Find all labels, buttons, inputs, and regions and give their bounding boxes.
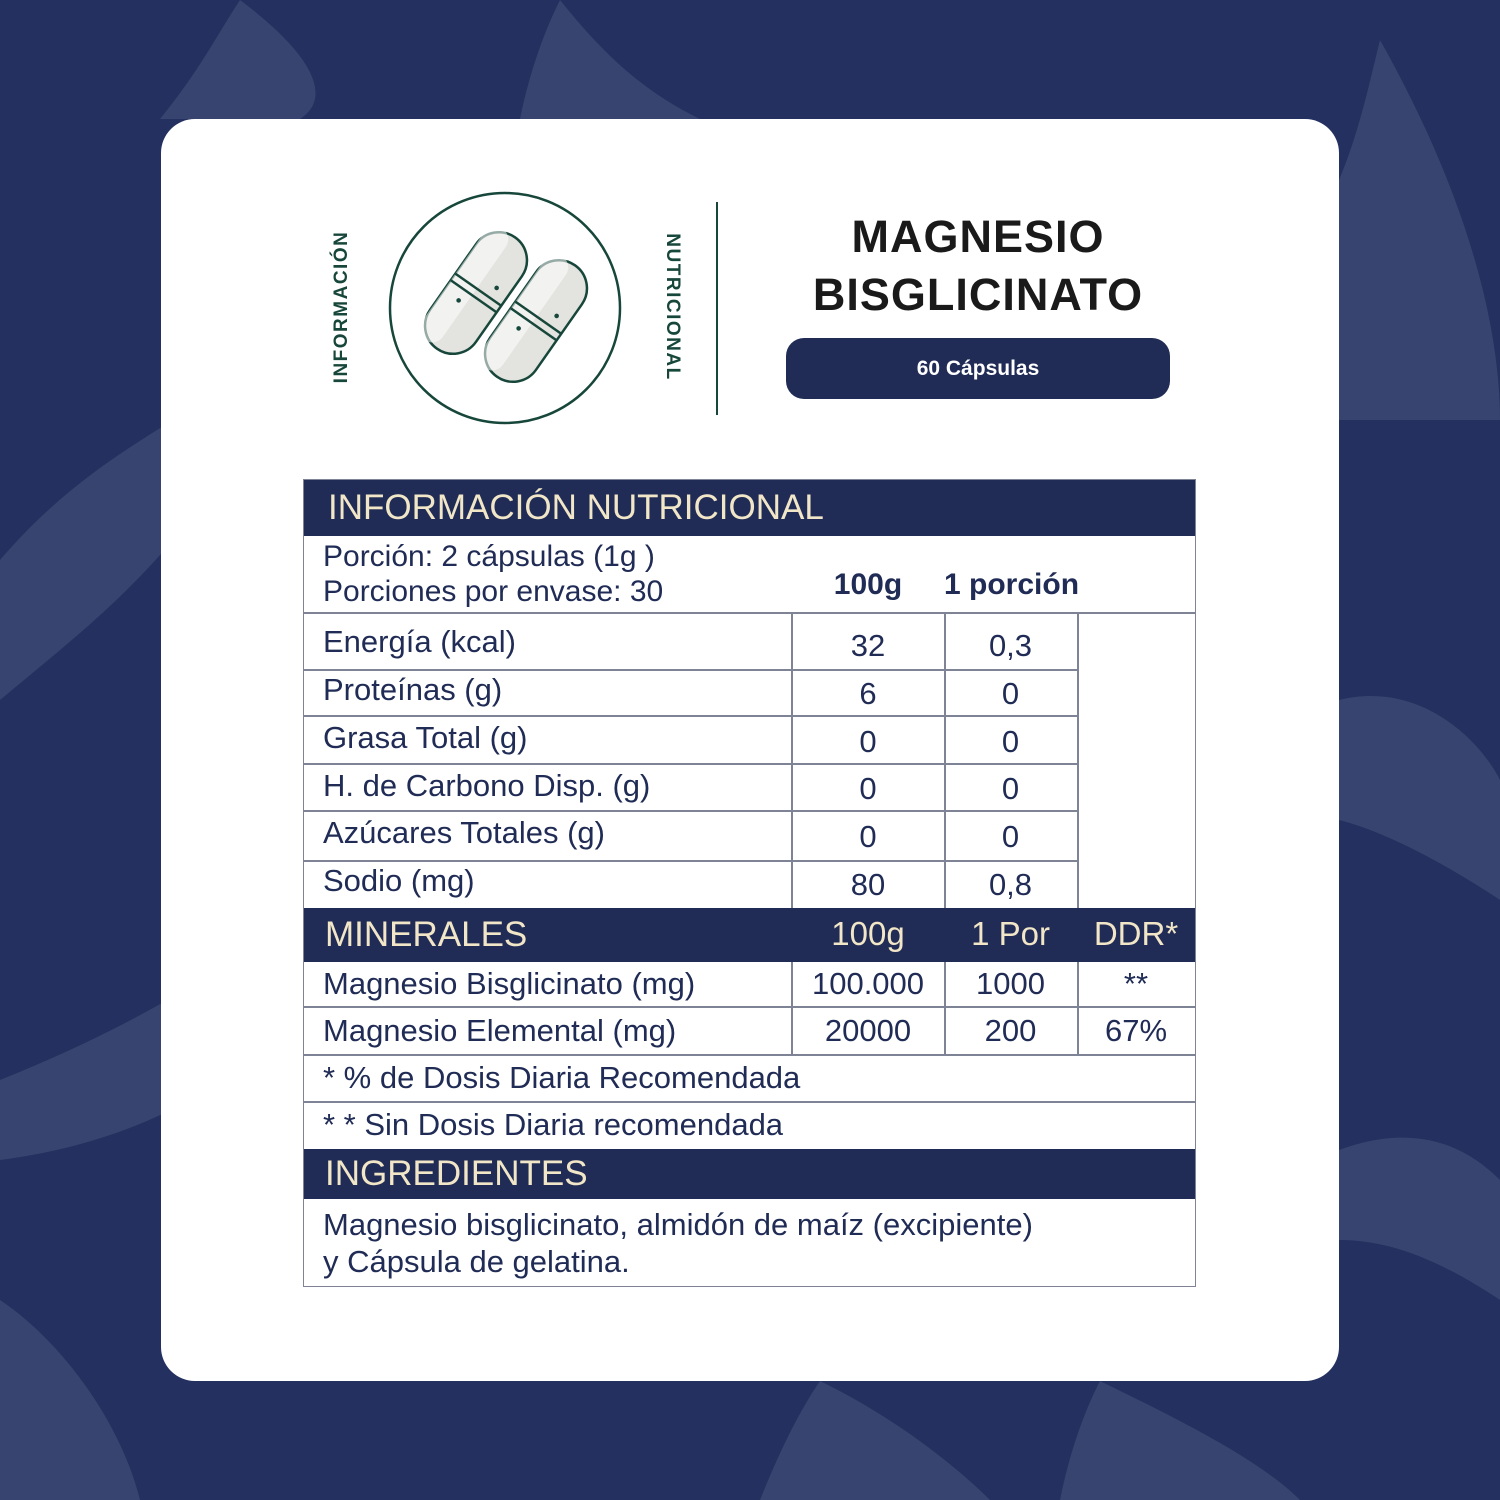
nutrient-label: Proteínas (g): [323, 672, 503, 707]
mineral-value-ddr: **: [1123, 966, 1149, 1001]
header-divider: [716, 202, 718, 415]
side-label-nutricional: NUTRICIONAL: [662, 233, 683, 381]
column-divider: [944, 962, 946, 1054]
ingredients-header: [304, 1149, 1195, 1199]
row-divider: [304, 810, 1077, 812]
row-divider: [304, 1054, 1195, 1056]
ingredients-line2: y Cápsula de gelatina.: [323, 1244, 630, 1279]
mineral-value-portion: 200: [984, 1013, 1037, 1048]
product-title-line1: MAGNESIO: [851, 211, 1105, 262]
mineral-value-ddr: 67%: [1104, 1013, 1168, 1048]
footnote-no-ddr: * * Sin Dosis Diaria recomendada: [323, 1107, 784, 1142]
nutrition-table-header: [304, 480, 1195, 536]
nutrient-value-portion: 0: [1001, 724, 1020, 759]
mineral-value-100g: 20000: [824, 1013, 912, 1048]
nutrient-value-100g: 6: [859, 676, 877, 711]
portion-size: Porción: 2 cápsulas (1g ): [323, 540, 655, 573]
nutrient-value-100g: 0: [859, 771, 877, 806]
nutrient-value-portion: 0: [1001, 819, 1020, 854]
row-divider: [304, 1101, 1195, 1103]
column-divider: [1077, 613, 1079, 909]
capsule-count-badge: 60 Cápsulas: [786, 338, 1170, 399]
nutrient-value-100g: 32: [850, 628, 886, 663]
minerals-column-ddr: DDR*: [1093, 915, 1179, 952]
nutrient-value-portion: 0: [1001, 676, 1020, 711]
row-divider: [304, 715, 1077, 717]
product-title-line2: BISGLICINATO: [812, 269, 1144, 320]
ingredients-line1: Magnesio bisglicinato, almidón de maíz (excipiente): [323, 1207, 1033, 1242]
nutrient-label: Energía (kcal): [323, 624, 516, 659]
mineral-value-100g: 100.000: [811, 966, 925, 1001]
capsules-icon: [388, 191, 622, 425]
nutrition-table-title: INFORMACIÓN NUTRICIONAL: [328, 488, 824, 527]
mineral-label: Magnesio Bisglicinato (mg): [323, 966, 696, 1001]
side-label-informacion: INFORMACIÓN: [331, 230, 352, 384]
nutrient-label: Azúcares Totales (g): [323, 815, 605, 850]
row-divider: [304, 860, 1077, 862]
nutrition-table: [303, 479, 1196, 1287]
portions-per-pack: Porciones por envase: 30: [323, 575, 664, 608]
column-header-portion: 1 porción: [944, 568, 1080, 601]
column-divider: [791, 962, 793, 1054]
minerals-column-100g: 100g: [831, 915, 905, 952]
nutrient-value-100g: 0: [859, 819, 877, 854]
minerals-column-portion: 1 Por: [971, 915, 1050, 952]
row-divider: [304, 1006, 1195, 1008]
nutrient-label: Sodio (mg): [323, 863, 475, 898]
column-header-100g: 100g: [833, 568, 903, 601]
row-divider: [304, 669, 1077, 671]
nutrient-value-portion: 0: [1001, 771, 1020, 806]
ingredients-title: INGREDIENTES: [325, 1154, 588, 1193]
product-title: [778, 208, 1178, 324]
minerals-title: MINERALES: [325, 915, 528, 954]
row-divider: [304, 612, 1195, 614]
column-divider: [1077, 962, 1079, 1054]
footnote-ddr: * % de Dosis Diaria Recomendada: [323, 1060, 801, 1095]
column-divider: [944, 613, 946, 909]
mineral-label: Magnesio Elemental (mg): [323, 1013, 677, 1048]
nutrient-value-100g: 0: [859, 724, 877, 759]
nutrient-label: H. de Carbono Disp. (g): [323, 768, 651, 803]
nutrient-value-portion: 0,8: [988, 867, 1033, 902]
nutrient-value-portion: 0,3: [988, 628, 1033, 663]
nutrient-value-100g: 80: [850, 867, 886, 902]
minerals-header: [304, 908, 1195, 962]
row-divider: [304, 763, 1077, 765]
column-divider: [791, 613, 793, 909]
mineral-value-portion: 1000: [976, 966, 1045, 1001]
nutrient-label: Grasa Total (g): [323, 720, 528, 755]
